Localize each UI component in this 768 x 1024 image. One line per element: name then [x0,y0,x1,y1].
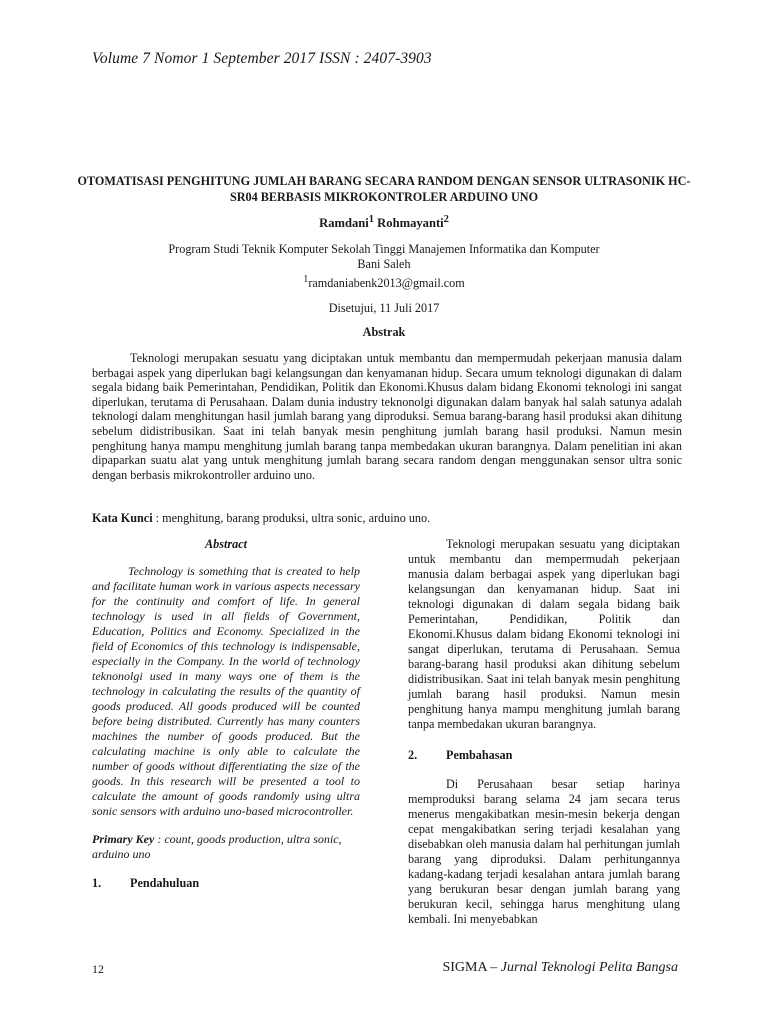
journal-name: Jurnal Teknologi Pelita Bangsa [500,960,678,975]
section-1-number: 1. [92,876,102,890]
primary-key-label: Primary Key [92,832,155,846]
author-2-sup: 2 [443,214,449,225]
email-sup: 1 [303,274,309,285]
section-1-title: Pendahuluan [130,876,200,890]
abstract-body: Technology is something that is created to help and facilitate human work in various aspects necessary for the continuity and comfort of life. In general technology is used in all fields of Government, Education, Politics and Economy. Specialized in the field of Economics of this technology is indispensable, especially in the Company. In the world of technology teknonolgi used in many ways one of them is the technology in calculating the results of the quantity of goods produced. All goods produced will be counted before being distributed. Currently has many counters machines the number of goods produced. But the calculating machine is only able to calculate the number of goods without differentiating the size of the goods. In this research will be presented a tool to calculate the amount of goods randomly using ultra sonic sensors with arduino uno-based microcontroller. [92,564,360,818]
email-text: ramdaniabenk2013@gmail.com [308,276,465,291]
affiliation [100,242,668,291]
abstrak-body: Teknologi merupakan sesuatu yang diciptakan untuk membantu dan mempermudah pekerjaan manusia dalam berbagai aspek yang diperlukan bagi kelangsungan dan kenyamanan hidup. Secara umum teknologi digunakan di dalam segala bidang baik Pemerintahan, Pendidikan, Politik dan Ekonomi.Khusus dalam bidang Ekonomi teknologi ini sangat diperlukan, terutama di Perusahaan. Dalam dunia industry teknonolgi digunakan dalam banyak hal salah satunya adalah teknologi dalam menghitungan hasil jumlah barang yang diproduksi. Semua barang-barang hasil produksi akan dihitung sebelum didistribusikan. Saat ini telah banyak mesin penghitung jumlah barang hasil produksi. Namun mesin penghitung hanya mampu menghitung jumlah barang tanpa membedakan ukuran barangnya. Dalam penelitian ini akan dipaparkan suatu alat yang untuk menghitung jumlah barang secara random dengan menggunakan sensor ultra sonic dengan berbasis mikrokontroller arduino uno. [92,351,682,482]
page-number: 12 [92,962,104,976]
affiliation-line-1: Program Studi Teknik Komputer Sekolah Tinggi Manajemen Informatika dan Komputer [168,242,600,256]
paper-title: OTOMATISASI PENGHITUNG JUMLAH BARANG SECARA RANDOM DENGAN SENSOR ULTRASONIK HC-SR04 BERBASIS MIKROKONTROLER ARDUINO UNO [77,174,691,204]
left-column [92,537,360,891]
abstrak-heading: Abstrak [362,325,406,339]
approval-date: Disetujui, 11 Juli 2017 [328,301,440,315]
journal-header: Volume 7 Nomor 1 September 2017 ISSN : 2407-3903 [92,50,432,67]
affiliation-line-2: Bani Saleh [357,257,411,271]
section-2-heading [408,748,680,763]
primary-key-value: : count, goods production, ultra sonic, arduino uno [92,832,342,861]
primary-key [92,832,360,862]
authors [0,214,768,231]
keywords [92,511,682,526]
right-column [408,537,680,927]
journal-prefix: SIGMA – [442,960,501,975]
keywords-value: : menghitung, barang produksi, ultra sonic, arduino uno. [152,511,431,525]
journal-footer [442,960,678,976]
author-1: Ramdani [319,216,369,231]
section-1-body: Teknologi merupakan sesuatu yang diciptakan untuk membantu dan mempermudah pekerjaan manusia dalam berbagai aspek yang diperlukan bagi kelangsungan dan kenyamanan hidup. Saat ini teknologi digunakan di dalam segala bidang baik Pemerintahan, Pendidikan, Politik dan Ekonomi.Khusus dalam bidang Ekonomi teknologi ini sangat diperlukan, terutama di Perusahaan. Semua barang-barang hasil produksi akan dihitung sebelum didistribusikan. Saat ini telah banyak mesin penghitung jumlah barang hasil produksi. Namun mesin penghitung hanya mampu menghitung jumlah barang tanpa membedakan ukuran barangnya. [408,537,680,731]
section-1-heading [92,876,360,891]
section-2-number: 2. [408,748,418,762]
section-2-body: Di Perusahaan besar setiap harinya memproduksi barang selama 24 jam secara terus menerus mengakibatkan mesin-mesin bekerja dengan cepat mengakibatkan sering terjadi kesalahan yang disebabkan oleh manusia dalam hal perhitungan jumlah barang yang diproduksi. Dalam perhitungannya kadang-kadang terjadi kesalahan antara jumlah barang yang berukuran besar dengan jumlah barang yang berukuran kecil, sehingga harus menghitung ulang kembali. Ini menyebabkan [408,777,680,926]
author-2: Rohmayanti [374,216,444,231]
abstract-heading: Abstract [205,537,247,551]
author-email [100,272,668,291]
keywords-label: Kata Kunci [92,511,153,525]
author-1-sup: 1 [368,214,375,225]
section-2-title: Pembahasan [446,748,513,762]
